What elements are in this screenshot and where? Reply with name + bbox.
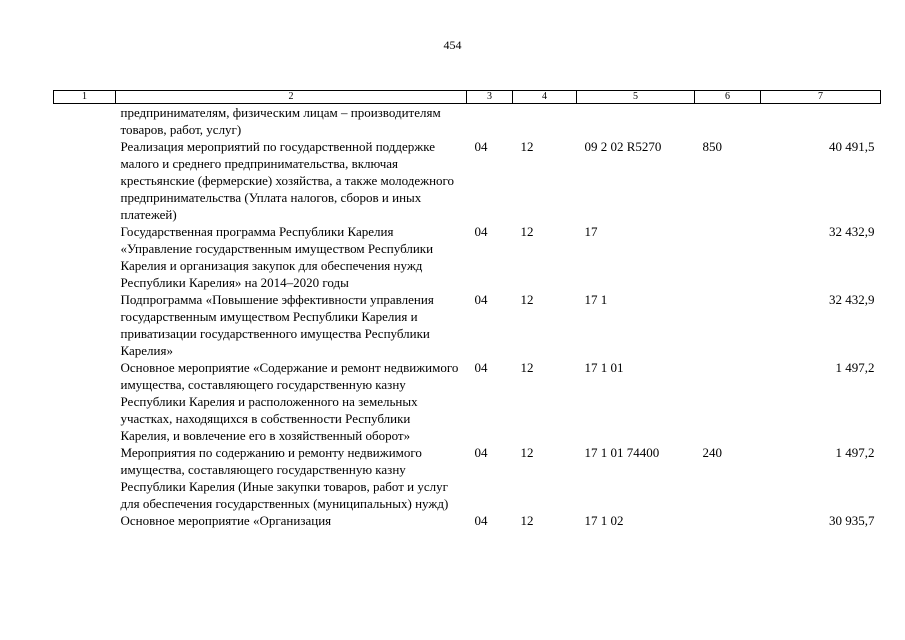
cell-expense-type [695, 512, 761, 529]
cell-subsection: 12 [520, 292, 534, 307]
cell-target-article: 17 1 [584, 292, 608, 307]
cell-section: 04 [474, 360, 488, 375]
table-row [54, 512, 881, 529]
table-row [54, 138, 881, 223]
page-number: 454 [443, 38, 462, 52]
cell-amount: 1 497,2 [835, 360, 875, 375]
cell-amount: 30 935,7 [829, 513, 875, 528]
cell-subsection: 12 [520, 224, 534, 239]
table-row [54, 359, 881, 444]
cell-expense-type [695, 223, 761, 291]
table-body [54, 104, 881, 530]
header-col-6: 6 [695, 91, 761, 104]
table-row [54, 223, 881, 291]
cell-subsection [513, 104, 577, 139]
header-col-3: 3 [467, 91, 513, 104]
cell-blank [54, 359, 116, 444]
cell-amount: 1 497,2 [835, 445, 875, 460]
cell-subsection: 12 [520, 139, 534, 154]
cell-subsection: 12 [520, 445, 534, 460]
cell-section: 04 [474, 445, 488, 460]
cell-expense-type: 240 [702, 445, 722, 460]
cell-section: 04 [474, 513, 488, 528]
table-row [54, 104, 881, 139]
cell-name: Реализация мероприятий по государственной поддержке малого и среднего предпринимательства, включая крестьянские (фермерские) хозяйства, а также молодежного предпринимательства (Уплата налогов, сборов и иных платежей) [120, 139, 455, 222]
cell-name: Подпрограмма «Повышение эффективности управления государственным имуществом Республики Карелия и приватизации государственного имущества Республики Карелия» [120, 292, 434, 358]
cell-expense-type [695, 291, 761, 359]
cell-name: Мероприятия по содержанию и ремонту недвижимого имущества, составляющего государственную казну Республики Карелия (Иные закупки товаров, работ и услуг для обеспечения государственных (муниципальных) нужд) [120, 445, 449, 511]
cell-section: 04 [474, 224, 488, 239]
cell-target-article: 17 1 01 74400 [584, 445, 660, 460]
cell-name: Основное мероприятие «Организация [120, 513, 332, 528]
table-header [54, 91, 881, 104]
cell-subsection: 12 [520, 513, 534, 528]
cell-blank [54, 104, 116, 139]
cell-section [467, 104, 513, 139]
cell-section: 04 [474, 292, 488, 307]
cell-target-article: 17 1 01 [584, 360, 624, 375]
cell-expense-type [695, 359, 761, 444]
cell-target-article [577, 104, 695, 139]
cell-target-article: 17 [584, 224, 598, 239]
cell-blank [54, 291, 116, 359]
header-col-7: 7 [761, 91, 881, 104]
cell-section: 04 [474, 139, 488, 154]
header-col-5: 5 [577, 91, 695, 104]
table-row [54, 444, 881, 512]
cell-blank [54, 138, 116, 223]
cell-blank [54, 444, 116, 512]
cell-blank [54, 223, 116, 291]
header-row [54, 91, 881, 104]
cell-name: Государственная программа Республики Карелия «Управление государственным имуществом Республики Карелия и организация закупок для обеспечения нужд Республики Карелия» на 2014–2020 годы [120, 224, 434, 290]
cell-blank [54, 512, 116, 529]
header-col-1: 1 [54, 91, 116, 104]
cell-name: предпринимателям, физическим лицам – производителям товаров, работ, услуг) [120, 105, 441, 137]
header-col-4: 4 [513, 91, 577, 104]
budget-table [53, 90, 881, 529]
table-row [54, 291, 881, 359]
cell-expense-type [695, 104, 761, 139]
cell-amount: 32 432,9 [829, 292, 875, 307]
cell-target-article: 09 2 02 R5270 [584, 139, 662, 154]
cell-subsection: 12 [520, 360, 534, 375]
cell-amount: 32 432,9 [829, 224, 875, 239]
cell-target-article: 17 1 02 [584, 513, 624, 528]
cell-expense-type: 850 [702, 139, 722, 154]
cell-amount: 40 491,5 [829, 139, 875, 154]
header-col-2: 2 [116, 91, 467, 104]
cell-amount [761, 104, 881, 139]
cell-name: Основное мероприятие «Содержание и ремонт недвижимого имущества, составляющего государственную казну Республики Карелия и расположенного на земельных участках, находящихся в собственности Республики Карелия, и вовлечение его в хозяйственный оборот» [120, 360, 459, 443]
